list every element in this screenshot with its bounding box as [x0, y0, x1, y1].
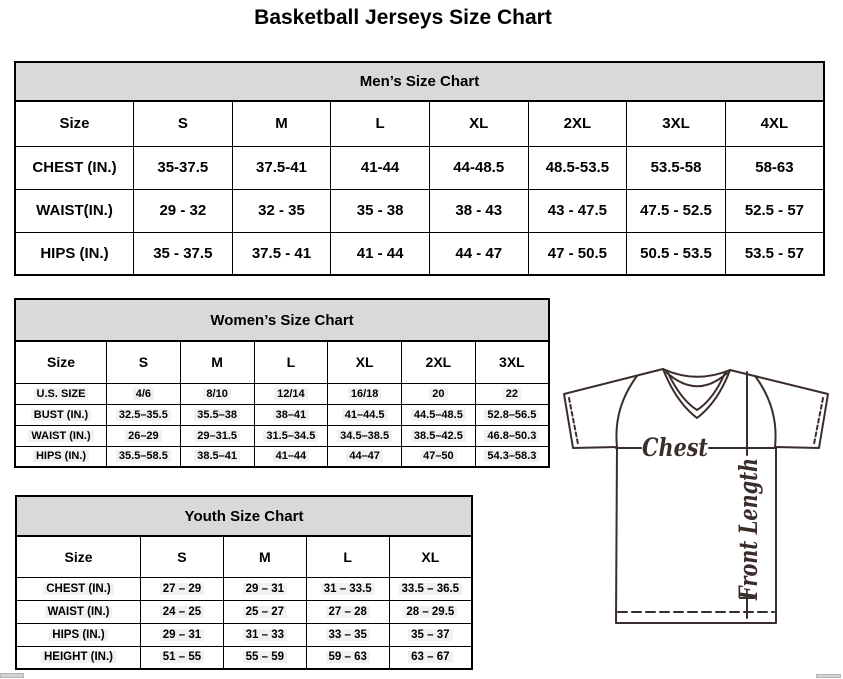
- value-cell: 41-44: [331, 146, 430, 189]
- value-cell: 27 – 28: [306, 600, 389, 623]
- value-cell: 33 – 35: [306, 623, 389, 646]
- armhole-seam-right-icon: [755, 376, 776, 447]
- value-cell: 37.5 - 41: [232, 232, 331, 275]
- value-cell: 26–29: [107, 425, 181, 446]
- value-cell: 29 – 31: [141, 623, 224, 646]
- value-cell: 43 - 47.5: [528, 189, 627, 232]
- column-header-cell: M: [180, 341, 254, 383]
- row-label-cell: BUST (IN.): [15, 404, 107, 425]
- chest-label: Chest: [642, 433, 709, 462]
- column-header-cell: 2XL: [402, 341, 476, 383]
- value-cell: 53.5 - 57: [725, 232, 824, 275]
- value-cell: 52.8–56.5: [475, 404, 549, 425]
- value-cell: 12/14: [254, 383, 328, 404]
- value-cell: 25 – 27: [223, 600, 306, 623]
- value-cell: 55 – 59: [223, 646, 306, 669]
- row-label-cell: U.S. SIZE: [15, 383, 107, 404]
- value-cell: 27 – 29: [141, 577, 224, 600]
- womens-table: [14, 340, 550, 468]
- value-cell: 58-63: [725, 146, 824, 189]
- value-cell: 34.5–38.5: [328, 425, 402, 446]
- value-cell: 35 – 37: [389, 623, 472, 646]
- value-cell: 32.5–35.5: [107, 404, 181, 425]
- value-cell: 54.3–58.3: [475, 446, 549, 467]
- collar-v-inner-icon: [668, 373, 725, 410]
- womens-chart-title: Women’s Size Chart: [14, 298, 550, 340]
- value-cell: 44–47: [328, 446, 402, 467]
- value-cell: 47.5 - 52.5: [627, 189, 726, 232]
- table-row: [15, 146, 824, 189]
- row-label-cell: HEIGHT (IN.): [16, 646, 141, 669]
- value-cell: 63 – 67: [389, 646, 472, 669]
- column-header-cell: XL: [328, 341, 402, 383]
- value-cell: 8/10: [180, 383, 254, 404]
- value-cell: 52.5 - 57: [725, 189, 824, 232]
- row-label-cell: WAIST(IN.): [15, 189, 134, 232]
- value-cell: 31 – 33: [223, 623, 306, 646]
- value-cell: 35 - 37.5: [134, 232, 233, 275]
- column-header-cell: 3XL: [627, 101, 726, 146]
- table-row: [15, 383, 549, 404]
- value-cell: 41 - 44: [331, 232, 430, 275]
- row-label-cell: WAIST (IN.): [16, 600, 141, 623]
- value-cell: 44.5–48.5: [402, 404, 476, 425]
- value-cell: 46.8–50.3: [475, 425, 549, 446]
- youth-table: [15, 535, 473, 670]
- value-cell: 51 – 55: [141, 646, 224, 669]
- value-cell: 44-48.5: [429, 146, 528, 189]
- column-header-cell: L: [331, 101, 430, 146]
- column-header-cell: Size: [15, 101, 134, 146]
- jersey-measurement-diagram: [560, 360, 843, 670]
- column-header-cell: 2XL: [528, 101, 627, 146]
- column-header-cell: S: [134, 101, 233, 146]
- front-length-label: Front Length: [734, 415, 763, 600]
- value-cell: 41–44: [254, 446, 328, 467]
- mens-header-row: [15, 101, 824, 146]
- table-row: [16, 623, 472, 646]
- row-label-cell: CHEST (IN.): [15, 146, 134, 189]
- armhole-seam-left-icon: [616, 376, 637, 447]
- youth-header-row: [16, 536, 472, 577]
- value-cell: 41–44.5: [328, 404, 402, 425]
- column-header-cell: S: [141, 536, 224, 577]
- value-cell: 31 – 33.5: [306, 577, 389, 600]
- value-cell: 47–50: [402, 446, 476, 467]
- column-header-cell: S: [107, 341, 181, 383]
- table-row: [15, 189, 824, 232]
- womens-header-row: [15, 341, 549, 383]
- value-cell: 29 – 31: [223, 577, 306, 600]
- column-header-cell: 3XL: [475, 341, 549, 383]
- table-row: [16, 577, 472, 600]
- value-cell: 35.5–38: [180, 404, 254, 425]
- value-cell: 16/18: [328, 383, 402, 404]
- table-row: [15, 232, 824, 275]
- mens-size-chart: [14, 61, 825, 276]
- value-cell: 31.5–34.5: [254, 425, 328, 446]
- value-cell: 59 – 63: [306, 646, 389, 669]
- value-cell: 53.5-58: [627, 146, 726, 189]
- column-header-cell: Size: [15, 341, 107, 383]
- value-cell: 35.5–58.5: [107, 446, 181, 467]
- table-row: [16, 600, 472, 623]
- column-header-cell: M: [223, 536, 306, 577]
- column-header-cell: L: [254, 341, 328, 383]
- value-cell: 4/6: [107, 383, 181, 404]
- row-label-cell: WAIST (IN.): [15, 425, 107, 446]
- column-header-cell: XL: [389, 536, 472, 577]
- value-cell: 47 - 50.5: [528, 232, 627, 275]
- value-cell: 37.5-41: [232, 146, 331, 189]
- column-header-cell: M: [232, 101, 331, 146]
- column-header-cell: 4XL: [725, 101, 824, 146]
- column-header-cell: L: [306, 536, 389, 577]
- value-cell: 35-37.5: [134, 146, 233, 189]
- value-cell: 50.5 - 53.5: [627, 232, 726, 275]
- value-cell: 48.5-53.5: [528, 146, 627, 189]
- mens-chart-title: Men’s Size Chart: [14, 61, 825, 100]
- row-label-cell: CHEST (IN.): [16, 577, 141, 600]
- value-cell: 22: [475, 383, 549, 404]
- value-cell: 29–31.5: [180, 425, 254, 446]
- column-header-cell: Size: [16, 536, 141, 577]
- table-row: [15, 404, 549, 425]
- column-header-cell: XL: [429, 101, 528, 146]
- value-cell: 33.5 – 36.5: [389, 577, 472, 600]
- mens-table: [14, 100, 825, 276]
- value-cell: 24 – 25: [141, 600, 224, 623]
- youth-chart-title: Youth Size Chart: [15, 495, 473, 535]
- value-cell: 38.5–42.5: [402, 425, 476, 446]
- value-cell: 32 - 35: [232, 189, 331, 232]
- horizontal-scrollbar-fragment-left[interactable]: [0, 673, 24, 678]
- row-label-cell: HIPS (IN.): [15, 232, 134, 275]
- value-cell: 35 - 38: [331, 189, 430, 232]
- value-cell: 38–41: [254, 404, 328, 425]
- value-cell: 29 - 32: [134, 189, 233, 232]
- value-cell: 44 - 47: [429, 232, 528, 275]
- value-cell: 28 – 29.5: [389, 600, 472, 623]
- horizontal-scrollbar-fragment-right[interactable]: [816, 674, 841, 678]
- value-cell: 38 - 43: [429, 189, 528, 232]
- table-row: [15, 425, 549, 446]
- table-row: [15, 446, 549, 467]
- value-cell: 38.5–41: [180, 446, 254, 467]
- row-label-cell: HIPS (IN.): [16, 623, 141, 646]
- table-row: [16, 646, 472, 669]
- womens-size-chart: [14, 298, 550, 468]
- page-title: Basketball Jerseys Size Chart: [254, 6, 552, 29]
- youth-size-chart: [15, 495, 473, 670]
- jersey-outline-icon: [564, 369, 828, 623]
- value-cell: 20: [402, 383, 476, 404]
- row-label-cell: HIPS (IN.): [15, 446, 107, 467]
